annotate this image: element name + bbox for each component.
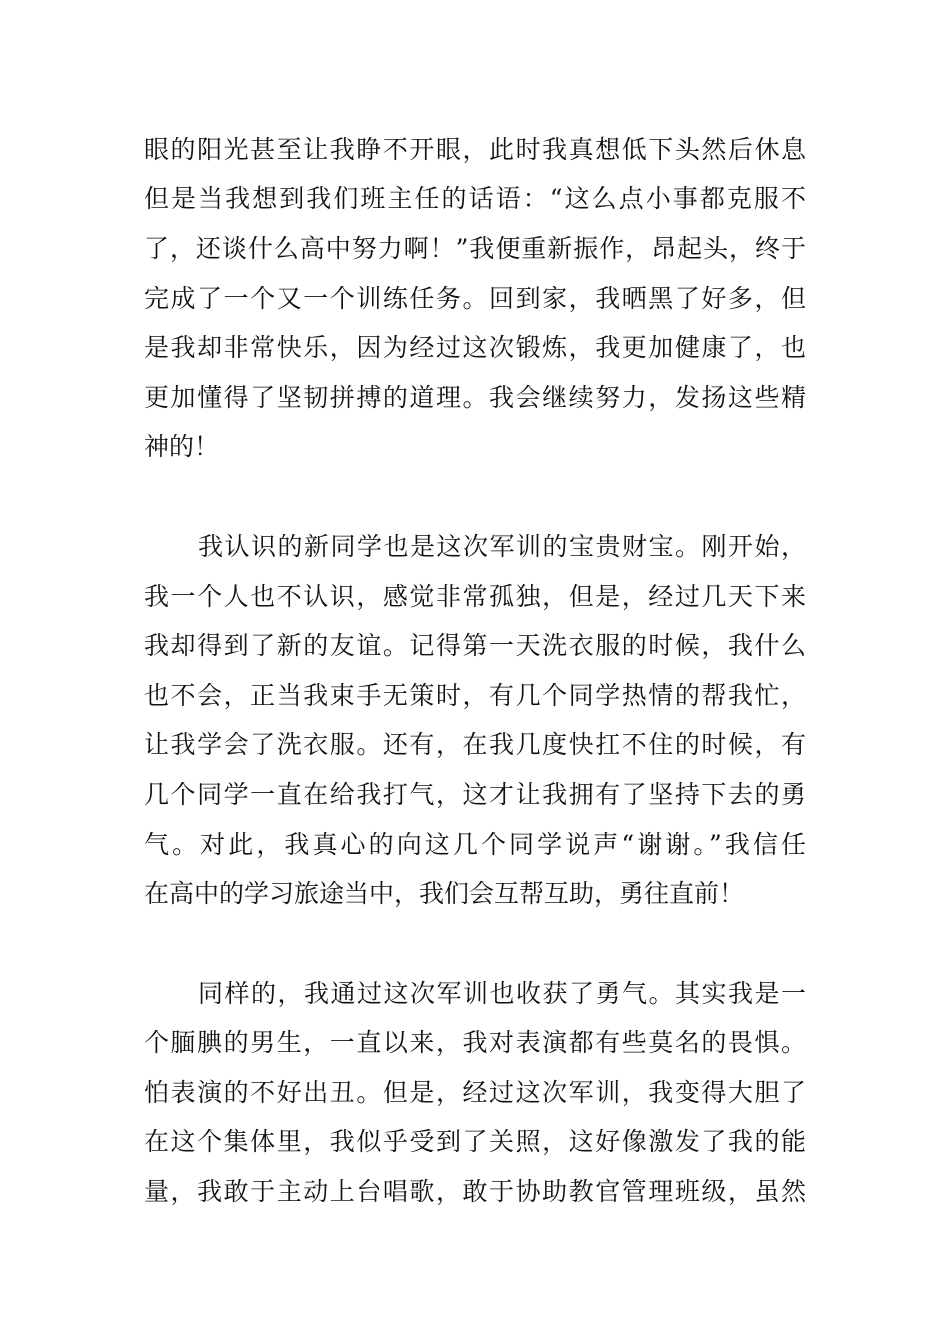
paragraph-2-line-1: 我认识的新同学也是这次军训的宝贵财宝。刚开始，	[198, 532, 806, 561]
paragraph-2-line-4: 也不会，正当我束手无策时，有几个同学热情的帮我忙，	[144, 681, 806, 710]
paragraph-3-line-4: 在这个集体里，我似乎受到了关照，这好像激发了我的能	[144, 1127, 806, 1156]
paragraph-3-line-1: 同样的，我通过这次军训也收获了勇气。其实我是一	[198, 979, 806, 1008]
paragraph-2-line-6: 几个同学一直在给我打气，这才让我拥有了坚持下去的勇	[144, 780, 806, 809]
paragraph-1-line-1: 眼的阳光甚至让我睁不开眼，此时我真想低下头然后休息	[144, 135, 806, 164]
paragraph-1-line-7: 神的！	[144, 432, 220, 461]
paragraph-1-line-5: 是我却非常快乐，因为经过这次锻炼，我更加健康了，也	[144, 333, 806, 362]
paragraph-2-line-7: 气。对此，我真心的向这几个同学说声“谢谢。”我信任	[144, 830, 806, 859]
paragraph-3-line-5: 量，我敢于主动上台唱歌，敢于协助教官管理班级，虽然	[144, 1177, 806, 1206]
paragraph-2-line-2: 我一个人也不认识，感觉非常孤独，但是，经过几天下来	[144, 582, 806, 611]
paragraph-1-line-3: 了，还谈什么高中努力啊！”我便重新振作，昂起头，终于	[144, 234, 806, 263]
paragraph-2-line-3: 我却得到了新的友谊。记得第一天洗衣服的时候，我什么	[144, 631, 806, 660]
paragraph-1-line-2: 但是当我想到我们班主任的话语：“这么点小事都克服不	[144, 184, 806, 213]
paragraph-2-line-5: 让我学会了洗衣服。还有，在我几度快扛不住的时候，有	[144, 730, 806, 759]
paragraph-1-line-6: 更加懂得了坚韧拼搏的道理。我会继续努力，发扬这些精	[144, 383, 806, 412]
paragraph-3-line-3: 怕表演的不好出丑。但是，经过这次军训，我变得大胆了	[144, 1078, 806, 1107]
paragraph-1-line-4: 完成了一个又一个训练任务。回到家，我晒黑了好多，但	[144, 284, 806, 313]
paragraph-2-line-8: 在高中的学习旅途当中，我们会互帮互助，勇往直前！	[144, 879, 745, 908]
paragraph-3-line-2: 个腼腆的男生，一直以来，我对表演都有些莫名的畏惧。	[144, 1028, 806, 1057]
